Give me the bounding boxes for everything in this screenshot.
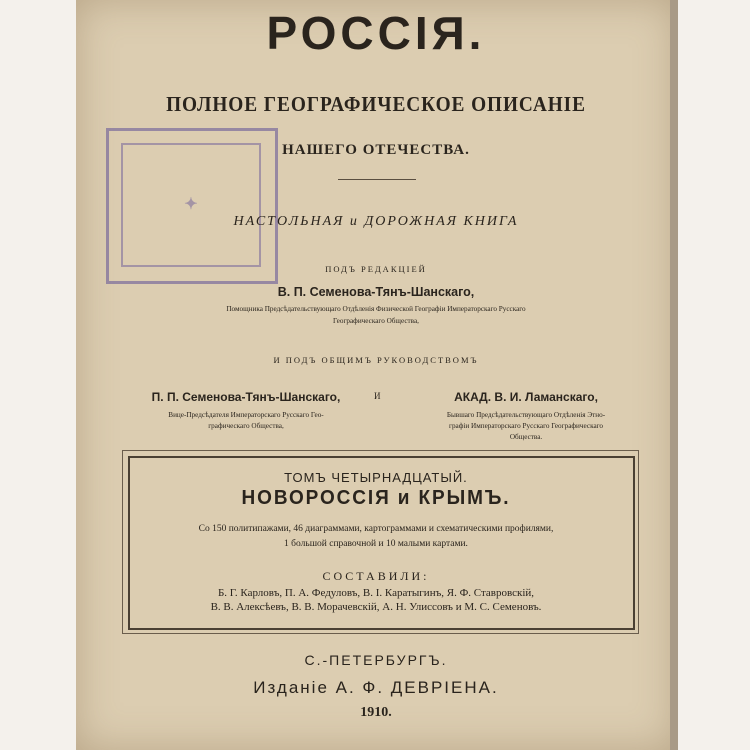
divider-rule: [338, 179, 416, 180]
leader-left: [116, 390, 376, 432]
editor-name: В. П. Семенова-Тянъ-Шанскаго,: [277, 285, 475, 299]
authors-line-1: Б. Г. Карловъ, П. А. Федуловъ, В. І. Каратыгинъ, Я. Ф. Ставровскій,: [217, 587, 535, 599]
volume-title: НОВОРОССІЯ и КРЫМЪ.: [241, 487, 511, 509]
compiled-by-label: СОСТАВИЛИ:: [322, 569, 430, 583]
authors-line-2: В. В. Алексѣевъ, В. В. Морачевскій, А. Н. Улиссовъ и М. С. Семеновъ.: [210, 601, 542, 613]
leader-right-role-2: графіи Императорскаго Русскаго Географическаго: [449, 422, 603, 430]
volume-number: ТОМЪ ЧЕТЫРНАДЦАТЫЙ.: [284, 470, 468, 485]
leader-right-role-3: Общества.: [509, 433, 543, 441]
title-page: [76, 0, 676, 750]
edited-by-label: ПОДЪ РЕДАКЦІЕЙ: [325, 264, 427, 274]
stamp-emblem: ✦: [121, 143, 261, 267]
leader-right: [396, 390, 656, 443]
editor-role-line-2: Географическаго Общества,: [333, 317, 419, 325]
leader-left-name: П. П. Семенова-Тянъ-Шанскаго,: [151, 390, 341, 404]
editor-role-line-1: Помощника Предсѣдательствующаго Отдѣленія Физической Географіи Императорскаго Русскаго: [226, 305, 526, 313]
and-word: И: [374, 391, 381, 401]
general-guidance-label: И ПОДЪ ОБЩИМЪ РУКОВОДСТВОМЪ: [273, 355, 479, 365]
subtitle-line-2: НАШЕГО ОТЕЧЕСТВА.: [282, 142, 470, 158]
publication-city: С.-ПЕТЕРБУРГЪ.: [304, 652, 448, 668]
page-edge: [670, 0, 678, 750]
subtitle-line-1: ПОЛНОЕ ГЕОГРАФИЧЕСКОЕ ОПИСАНІЕ: [166, 92, 586, 116]
stamp-side-text: [259, 141, 273, 261]
leader-right-name: АКАД. В. И. Ламанскаго,: [454, 390, 598, 404]
desk-book-line: НАСТОЛЬНАЯ и ДОРОЖНАЯ КНИГА: [233, 214, 519, 229]
leader-right-role-1: Бывшаго Предсѣдательствующаго Отдѣленія Этно-: [446, 411, 606, 419]
publication-year: 1910.: [360, 705, 392, 720]
publisher: Изданіе А. Ф. ДЕВРІЕНА.: [253, 678, 499, 697]
book-title: РОССІЯ.: [266, 7, 486, 59]
contents-line-2: 1 большой справочной и 10 малыми картами.: [284, 539, 468, 549]
leader-left-role-2: графическаго Общества,: [208, 422, 284, 430]
contents-line-1: Со 150 политипажами, 46 диаграммами, картограммами и схематическими профилями,: [198, 524, 554, 534]
leader-left-role-1: Вице-Предсѣдателя Императорскаго Русскаго Гео-: [168, 411, 324, 419]
